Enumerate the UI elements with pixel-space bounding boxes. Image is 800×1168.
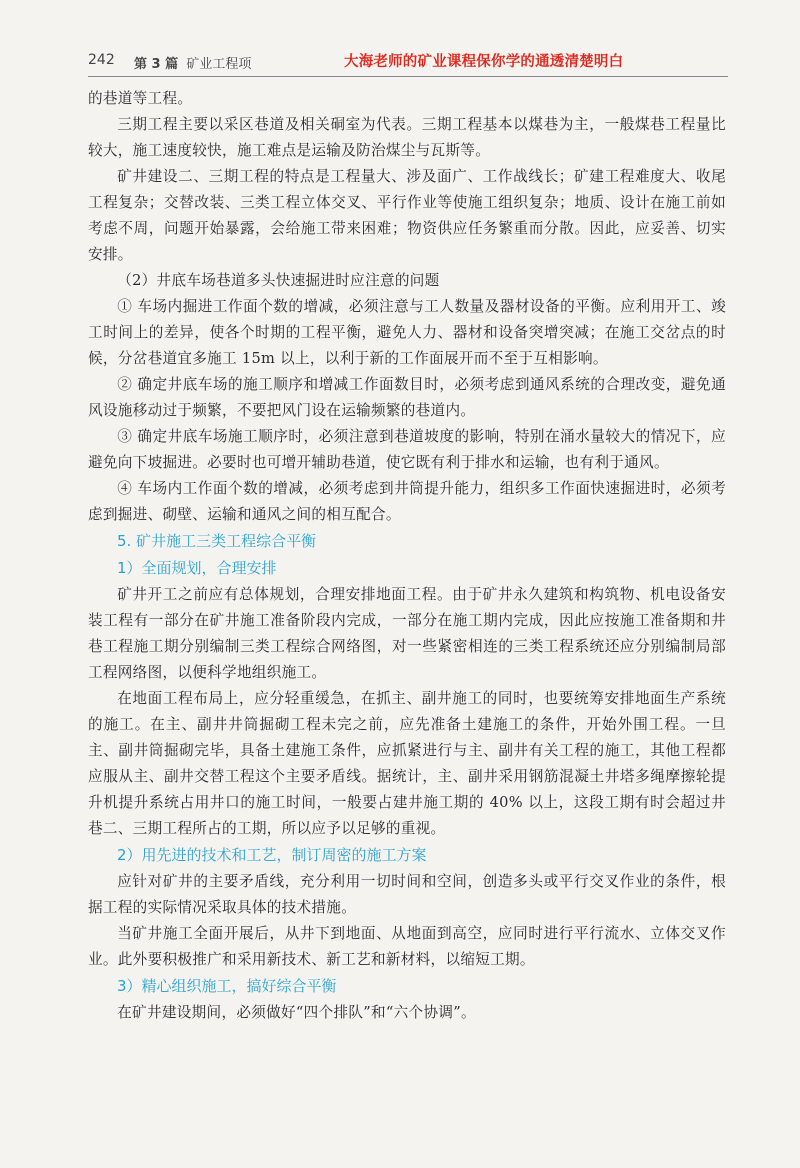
subheading: （2）井底车场巷道多头快速掘进时应注意的问题 [117, 272, 440, 289]
page-body [88, 86, 726, 1026]
paragraph: ③ 确定井底车场施工顺序时，必须注意到巷道坡度的影响，特别在涌水量较大的情况下，应避免向下坡掘进。必要时也可增开辅助巷道，使它既有利于排水和运输，也有利于通风。 [88, 428, 726, 471]
part-name: 矿业工程项 [186, 57, 252, 72]
paragraph: 矿井开工之前应有总体规划，合理安排地面工程。由于矿井永久建筑和构筑物、机电设备安装工程有一部分在矿井施工准备阶段内完成，一部分在施工期内完成，因此应按施工准备期和井巷工程施工期分别编制三类工程综合网络图，对一些紧密相连的三类工程系统还应分别编制局部工程网络图，以便科学地组织施工。 [88, 586, 726, 681]
subsection-heading: 1）全面规划，合理安排 [117, 559, 277, 577]
part-title [134, 53, 251, 72]
subsection-heading: 2）用先进的技术和工艺，制订周密的施工方案 [117, 846, 427, 864]
paragraph: 在地面工程布局上，应分轻重缓急，在抓主、副井施工的同时，也要统筹安排地面生产系统的施工。在主、副井井筒掘砌工程未完之前，应先准备土建施工的条件，开始外围工程。一旦主、副井筒掘砌完毕，具备土建施工条件，应抓紧进行与主、副井有关工程的施工，其他工程都应服从主、副井交替工程这个主要矛盾线。据统计，主、副井采用钢筋混凝土井塔多绳摩擦轮提升机提升系统占用井口的施工时间，一般要占建井施工期的 40% 以上，这段工期有时会超过井巷二、三期工程所占的工期，所以应予以足够的重视。 [88, 690, 726, 837]
paragraph: 矿井建设二、三期工程的特点是工程量大、涉及面广、工作战线长；矿建工程难度大、收尾工程复杂；交替改装、三类工程立体交叉、平行作业等使施工组织复杂；地质、设计在施工前如考虑不周，问题开始暴露，会给施工带来困难；物资供应任务繁重而分散。因此，应妥善、切实安排。 [88, 168, 726, 263]
subsection-heading: 3）精心组织施工，搞好综合平衡 [117, 977, 337, 995]
part-label: 第 3 篇 [134, 57, 179, 72]
paragraph: 应针对矿井的主要矛盾线，充分利用一切时间和空间，创造多头或平行交叉作业的条件，根据工程的实际情况采取具体的技术措施。 [88, 873, 726, 916]
page-header [88, 50, 728, 74]
page-number: 242 [88, 52, 115, 68]
paragraph: ① 车场内掘进工作面个数的增减，必须注意与工人数量及器材设备的平衡。应利用开工、竣工时间上的差异，使各个时期的工程平衡，避免人力、器材和设备突增突减；在施工交岔点的时候，分岔巷道宜多施工 15m 以上，以利于新的工作面展开而不至于互相影响。 [88, 298, 726, 367]
paragraph: 在矿井建设期间，必须做好“四个排队”和“六个协调”。 [117, 1004, 476, 1021]
header-rule [88, 76, 728, 77]
paragraph: ② 确定井底车场的施工顺序和增减工作面数目时，必须考虑到通风系统的合理改变，避免通风设施移动过于频繁，不要把风门设在运输频繁的巷道内。 [88, 376, 726, 419]
paragraph: 当矿井施工全面开展后，从井下到地面、从地面到高空，应同时进行平行流水、立体交叉作业。此外要积极推广和采用新技术、新工艺和新材料，以缩短工期。 [88, 925, 726, 968]
section-heading: 5. 矿井施工三类工程综合平衡 [117, 532, 317, 550]
watermark-text: 大海老师的矿业课程保你学的通透清楚明白 [344, 54, 624, 70]
paragraph: 的巷道等工程。 [88, 90, 193, 107]
paragraph: 三期工程主要以采区巷道及相关硐室为代表。三期工程基本以煤巷为主，一般煤巷工程量比较大，施工速度较快，施工难点是运输及防治煤尘与瓦斯等。 [88, 116, 726, 159]
paragraph: ④ 车场内工作面个数的增减，必须考虑到井筒提升能力，组织多工作面快速掘进时，必须考虑到掘进、砌壁、运输和通风之间的相互配合。 [88, 480, 726, 523]
